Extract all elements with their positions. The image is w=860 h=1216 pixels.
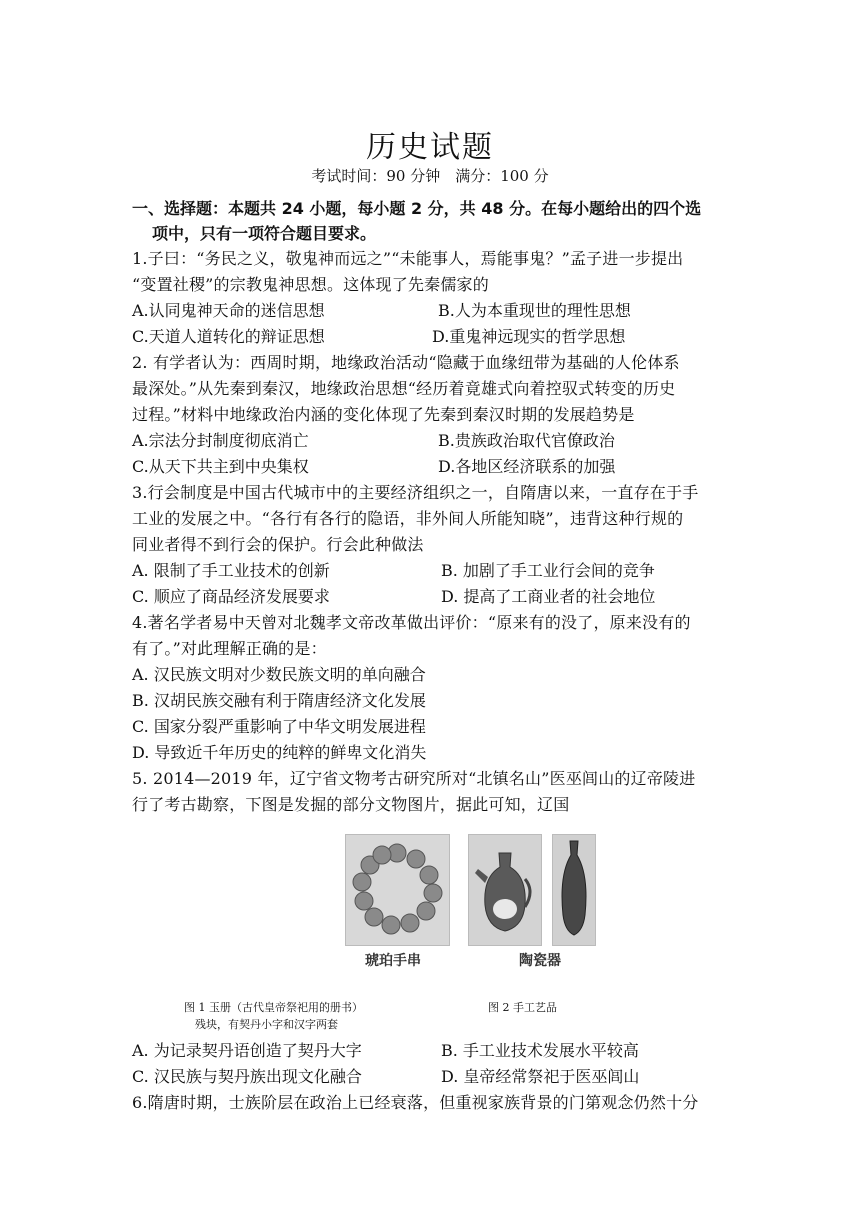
q3-stem-line-1: 3.行会制度是中国古代城市中的主要经济组织之一，自隋唐以来，一直存在于手 xyxy=(132,483,699,502)
exam-info: 考试时间：90 分钟 满分：100 分 xyxy=(311,167,549,185)
section-heading xyxy=(132,196,732,246)
ceramic-ewer-photo xyxy=(468,834,542,946)
q4-option-b: B. 汉胡民族交融有利于隋唐经济文化发展 xyxy=(132,691,426,710)
q1-option-c: C.天道人道转化的辩证思想 xyxy=(132,327,325,346)
q3-option-c: C. 顺应了商品经济发展要求 xyxy=(132,587,330,606)
page-title: 历史试题 xyxy=(366,130,494,165)
photo-label-ceramics: 陶瓷器 xyxy=(519,953,561,969)
bracelet-illustration xyxy=(346,835,449,945)
q5-option-a: A. 为记录契丹语创造了契丹大字 xyxy=(132,1041,362,1060)
q4-stem-line-1: 4.著名学者易中天曾对北魏孝文帝改革做出评价：“原来有的没了，原来没有的 xyxy=(132,613,691,632)
q4-stem-line-2: 有了。”对此理解正确的是： xyxy=(132,639,327,658)
q2-option-d: D.各地区经济联系的加强 xyxy=(438,457,616,476)
q3-stem-line-2: 工业的发展之中。“各行有各行的隐语，非外间人所能知晓”，违背这种行规的 xyxy=(132,509,684,528)
q2-stem-line-2: 最深处。”从先秦到秦汉，地缘政治思想“经历着竟雄式向着控驭式转变的历史 xyxy=(132,379,676,398)
artifact-figure xyxy=(345,832,595,977)
q2-option-c: C.从天下共主到中央集权 xyxy=(132,457,309,476)
q5-stem-line-2: 行了考古勘察，下图是发掘的部分文物图片，据此可知，辽国 xyxy=(132,795,570,814)
q3-stem-line-3: 同业者得不到行会的保护。行会此种做法 xyxy=(132,535,424,554)
q2-stem-line-1: 2. 有学者认为：西周时期，地缘政治活动“隐藏于血缘纽带为基础的人伦体系 xyxy=(132,353,680,372)
q5-option-c: C. 汉民族与契丹族出现文化融合 xyxy=(132,1067,362,1086)
q1-stem-line-2: “变置社稷”的宗教鬼神思想。这体现了先秦儒家的 xyxy=(132,275,489,294)
q4-option-d: D. 导致近千年历史的纯粹的鲜卑文化消失 xyxy=(132,743,427,762)
vase-illustration xyxy=(553,835,595,945)
q2-stem-line-3: 过程。”材料中地缘政治内涵的变化体现了先秦到秦汉时期的发展趋势是 xyxy=(132,405,635,424)
q1-option-b: B.人为本重现世的理性思想 xyxy=(438,301,631,320)
figure-1-caption-line-1: 图 1 玉册（古代皇帝祭祀用的册书） xyxy=(184,1001,363,1014)
photo-label-amber-bracelet: 琥珀手串 xyxy=(365,953,421,969)
q3-option-a: A. 限制了手工业技术的创新 xyxy=(132,561,330,580)
q3-option-b: B. 加剧了手工业行会间的竞争 xyxy=(441,561,655,580)
ewer-illustration xyxy=(469,835,541,945)
figure-2-caption: 图 2 手工艺品 xyxy=(488,1001,557,1014)
q6-stem-line-1: 6.隋唐时期，士族阶层在政治上已经衰落，但重视家族背景的门第观念仍然十分 xyxy=(132,1093,699,1112)
q1-option-d: D.重鬼神远现实的哲学思想 xyxy=(432,327,626,346)
q4-option-a: A. 汉民族文明对少数民族文明的单向融合 xyxy=(132,665,426,684)
section-heading-line-1: 一、选择题：本题共 24 小题，每小题 2 分，共 48 分。在每小题给出的四个选 xyxy=(132,199,702,218)
q2-option-b: B.贵族政治取代官僚政治 xyxy=(438,431,615,450)
q4-option-c: C. 国家分裂严重影响了中华文明发展进程 xyxy=(132,717,426,736)
q5-option-b: B. 手工业技术发展水平较高 xyxy=(441,1041,639,1060)
q2-option-a: A.宗法分封制度彻底消亡 xyxy=(132,431,309,450)
q5-option-d: D. 皇帝经常祭祀于医巫闾山 xyxy=(441,1067,640,1086)
q1-option-a: A.认同鬼神天命的迷信思想 xyxy=(132,301,325,320)
section-heading-line-2: 项中，只有一项符合题目要求。 xyxy=(152,224,377,243)
amber-bracelet-photo xyxy=(345,834,450,946)
ceramic-vase-photo xyxy=(552,834,596,946)
q5-stem-line-1: 5. 2014—2019 年，辽宁省文物考古研究所对“北镇名山”医巫闾山的辽帝陵进 xyxy=(132,769,696,788)
figure-1-caption-line-2: 残块，有契丹小字和汉字两套 xyxy=(195,1018,338,1031)
q3-option-d: D. 提高了工商业者的社会地位 xyxy=(441,587,656,606)
q1-stem-line-1: 1.子曰：“务民之义，敬鬼神而远之”“未能事人，焉能事鬼？”孟子进一步提出 xyxy=(132,249,684,268)
